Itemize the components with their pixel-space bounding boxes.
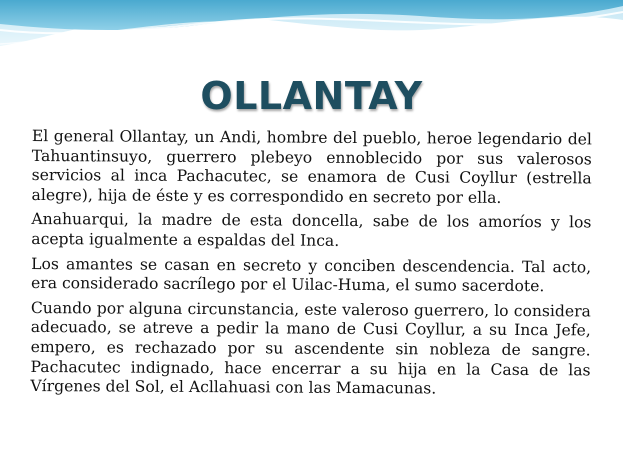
paragraph-1: El general Ollantay, un Andi, hombre del pueblo, heroe legendario del Tahuantinsuyo, guerrero plebeyo ennoblecido por sus valerosos servicios al inca Pachacutec, se enamora de Cusi Coyllur (estrella alegre), hija de éste y es correspondido en secreto por ella. <box>31 127 592 207</box>
paragraph-2: Anahuarqui, la madre de esta doncella, sabe de los amoríos y los acepta igualmente a espaldas del Inca. <box>31 210 592 250</box>
wave-decoration <box>0 0 623 70</box>
paragraph-3: Los amantes se casan en secreto y conciben descendencia. Tal acto, era considerado sacrílego por el Uilac-Huma, el sumo sacerdote. <box>30 254 592 296</box>
slide-title: OLLANTAY <box>200 74 423 118</box>
slide-body <box>30 127 592 405</box>
paragraph-4: Cuando por alguna circunstancia, este valeroso guerrero, lo considera adecuado, se atreve a pedir la mano de Cusi Coyllur, a su Inca Jefe, empero, es rechazado por su ascendente sin nobleza de sangre. Pachacutec indignado, hace encerrar a su hija en la Casa de las Vírgenes del Sol, el Acllahuasi con las Mamacunas. <box>30 298 591 398</box>
